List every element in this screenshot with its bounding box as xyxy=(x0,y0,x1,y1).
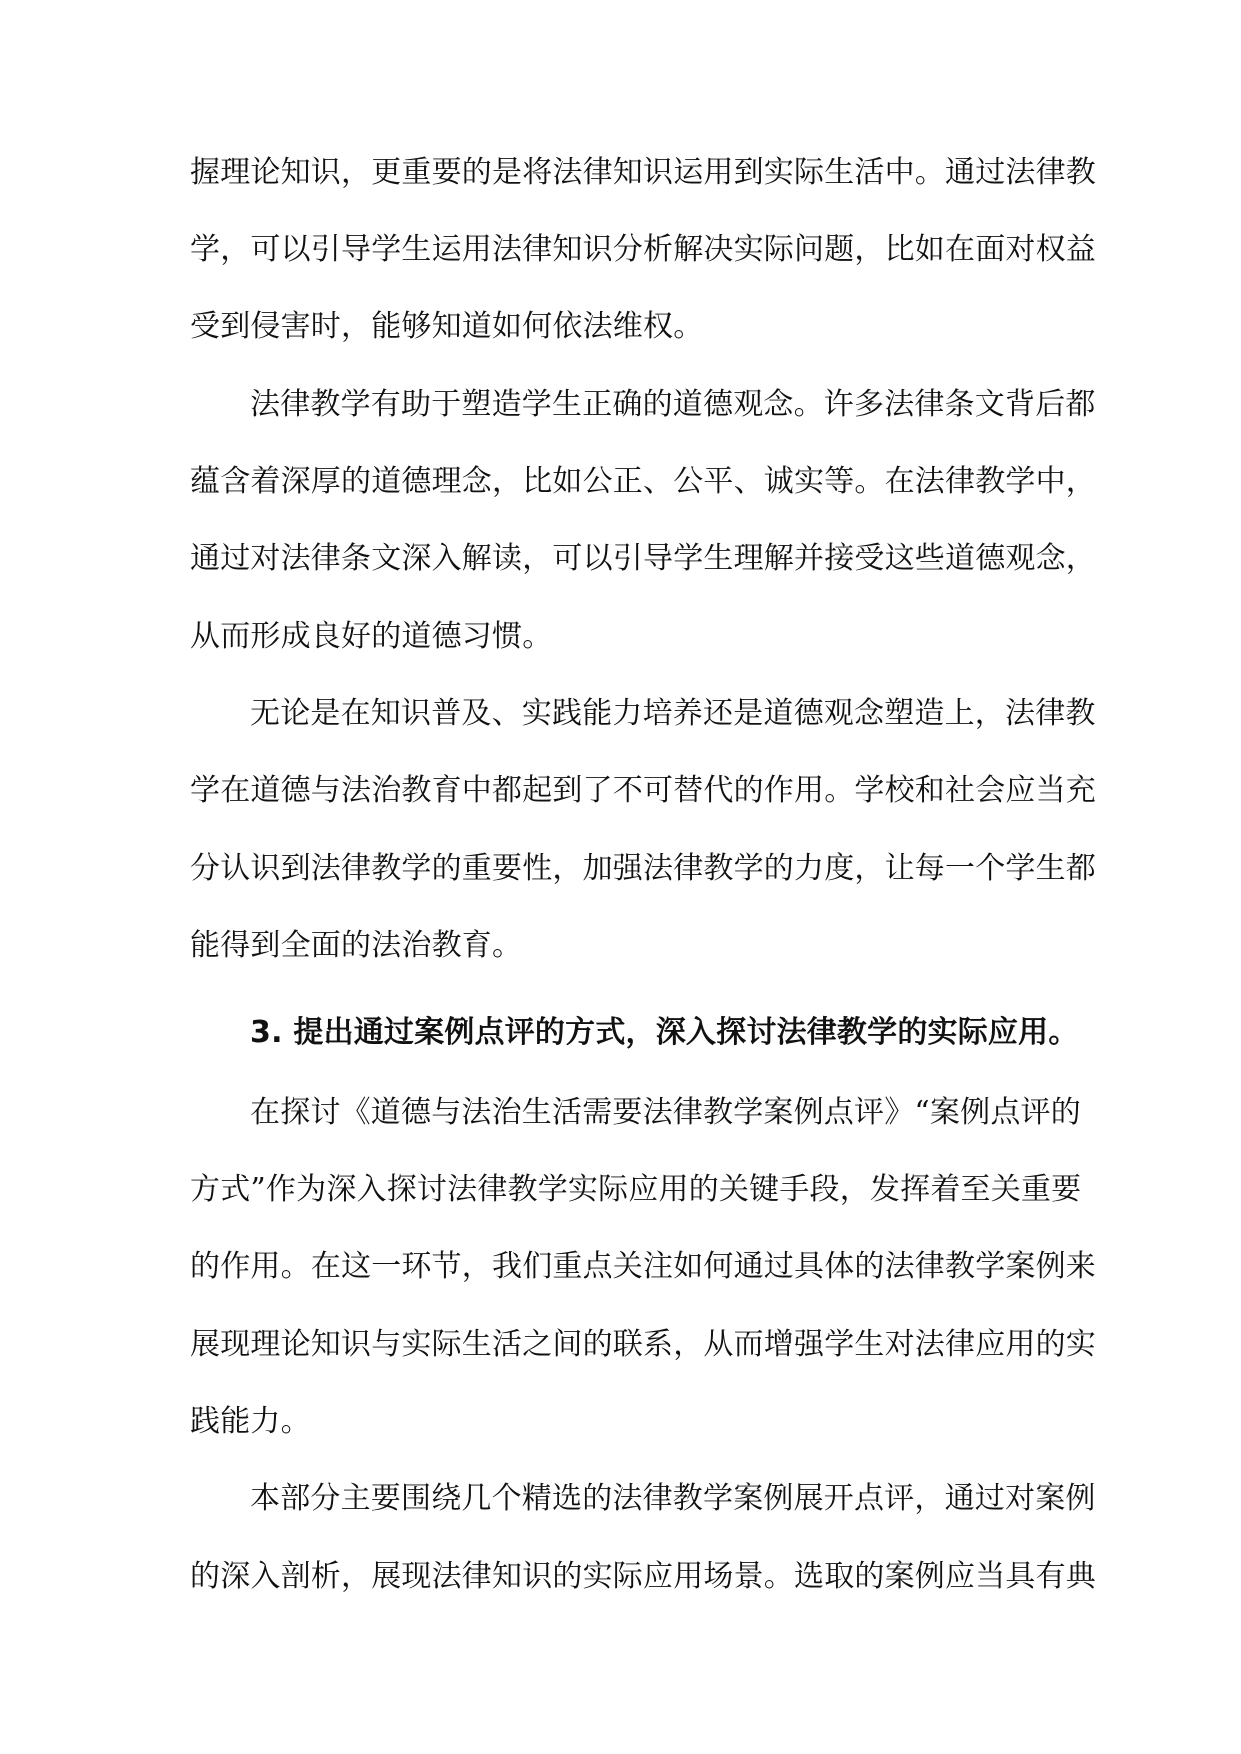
paragraph-line: 握理论知识，更重要的是将法律知识运用到实际生活中。通过法律教 xyxy=(190,155,1096,190)
paragraph-line: 法律教学有助于塑造学生正确的道德观念。许多法律条文背后都 xyxy=(250,387,1096,422)
paragraph-line: 践能力。 xyxy=(190,1404,311,1439)
paragraph-line: 本部分主要围绕几个精选的法律教学案例展开点评，通过对案例 xyxy=(250,1481,1096,1516)
paragraph-line: 展现理论知识与实际生活之间的联系，从而增强学生对法律应用的实 xyxy=(190,1327,1096,1362)
paragraph-line: 学在道德与法治教育中都起到了不可替代的作用。学校和社会应当充 xyxy=(190,773,1096,808)
section-heading: 3. 提出通过案例点评的方式，深入探讨法律教学的实际应用。 xyxy=(250,1015,1079,1050)
paragraph-line: 受到侵害时，能够知道如何依法维权。 xyxy=(190,309,704,344)
paragraph-line: 方式”作为深入探讨法律教学实际应用的关键手段，发挥着至关重要 xyxy=(190,1172,1082,1207)
paragraph-line: 学，可以引导学生运用法律知识分析解决实际问题，比如在面对权益 xyxy=(190,232,1096,267)
paragraph-line: 分认识到法律教学的重要性，加强法律教学的力度，让每一个学生都 xyxy=(190,851,1096,886)
paragraph-line: 蕴含着深厚的道德理念，比如公正、公平、诚实等。在法律教学中， xyxy=(190,464,1096,499)
paragraph-line: 的作用。在这一环节，我们重点关注如何通过具体的法律教学案例来 xyxy=(190,1249,1096,1284)
paragraph-line: 在探讨《道德与法治生活需要法律教学案例点评》“案例点评的 xyxy=(250,1095,1081,1130)
paragraph-line: 通过对法律条文深入解读，可以引导学生理解并接受这些道德观念， xyxy=(190,541,1096,576)
paragraph-line: 从而形成良好的道德习惯。 xyxy=(190,619,553,654)
paragraph-line: 的深入剖析，展现法律知识的实际应用场景。选取的案例应当具有典 xyxy=(190,1559,1096,1594)
paragraph-line: 无论是在知识普及、实践能力培养还是道德观念塑造上，法律教 xyxy=(250,696,1096,731)
paragraph-line: 能得到全面的法治教育。 xyxy=(190,928,523,963)
